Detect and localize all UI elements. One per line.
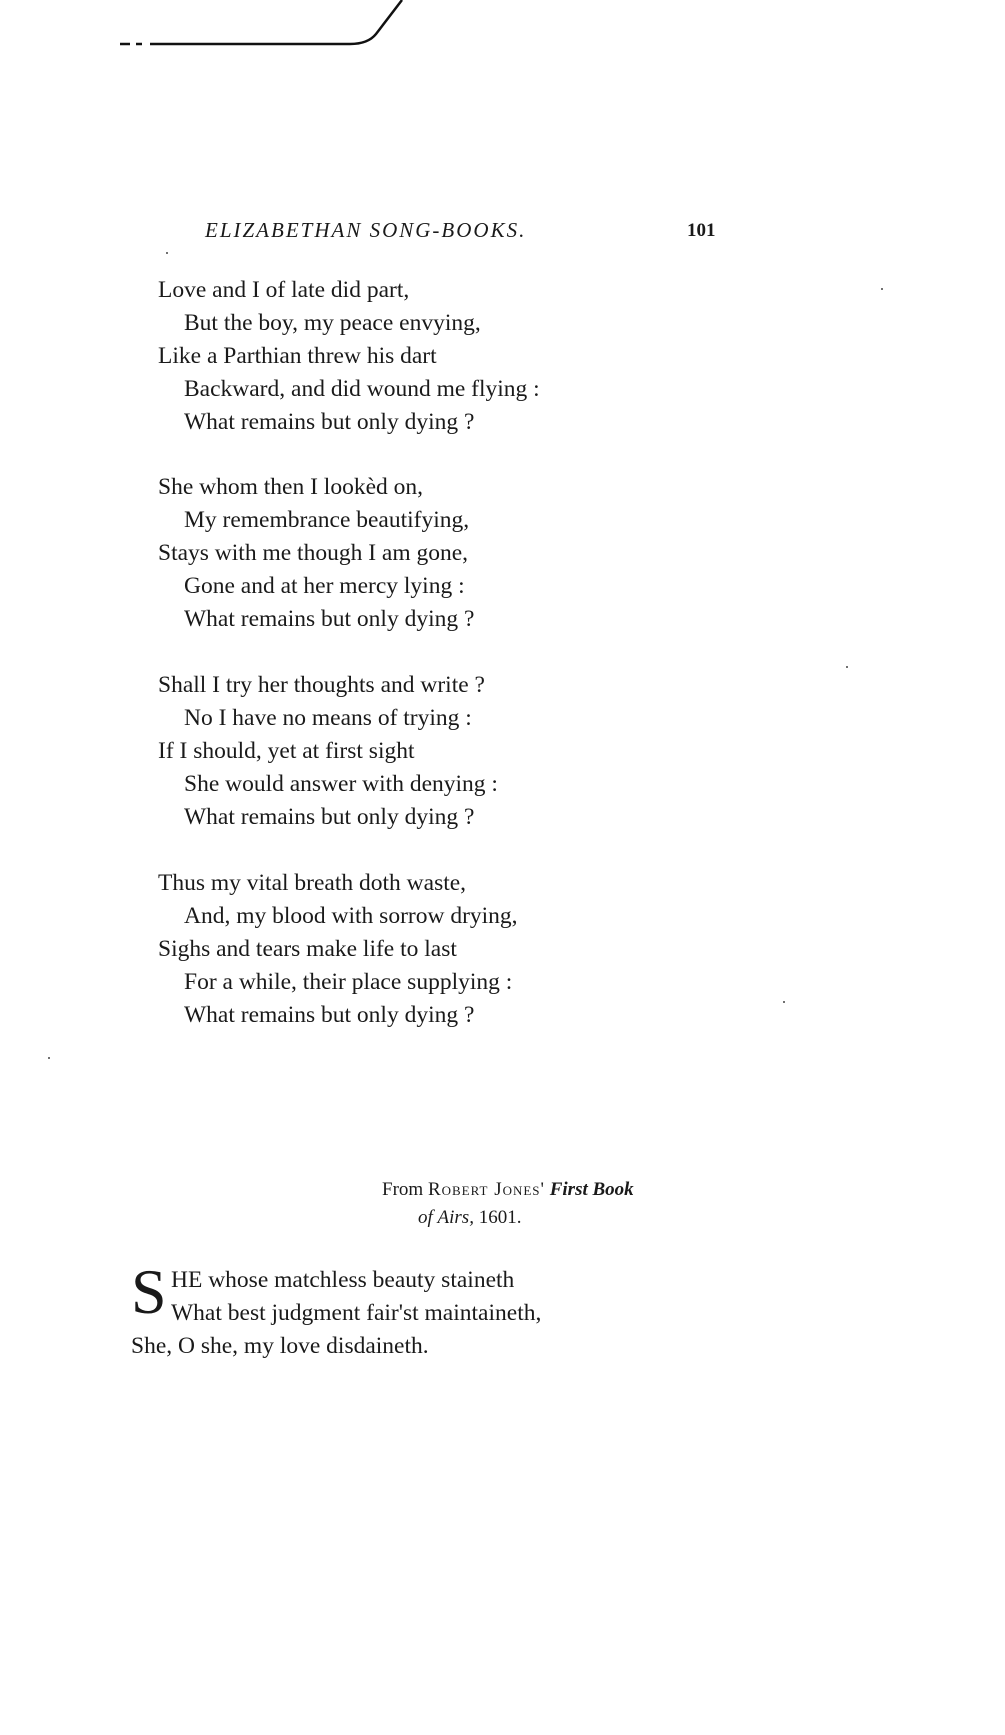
verse-line: Love and I of late did part,: [158, 277, 410, 303]
stanza-4: [158, 867, 518, 1032]
drop-cap: S: [131, 1256, 167, 1327]
verse-line: If I should, yet at first sight: [158, 738, 415, 764]
verse-line: Shall I try her thoughts and write ?: [158, 672, 485, 698]
print-speck: [48, 1057, 50, 1059]
verse-line: Gone and at her mercy lying :: [184, 573, 465, 599]
verse-line: My remembrance beautifying,: [184, 507, 470, 533]
attribution-from: From: [382, 1179, 424, 1200]
verse-line: What remains but only dying ?: [184, 409, 475, 435]
stanza-3: [158, 669, 498, 834]
print-speck: [846, 666, 848, 668]
source-attribution: [382, 1176, 634, 1232]
verse-line: And, my blood with sorrow drying,: [184, 903, 518, 929]
verse-line: Thus my vital breath doth waste,: [158, 870, 467, 896]
top-rule-flourish: [120, 0, 450, 50]
verse-line: Like a Parthian threw his dart: [158, 343, 437, 369]
verse-line: What remains but only dying ?: [184, 1002, 475, 1028]
stanza-1: [158, 274, 540, 439]
attribution-line-2: [382, 1204, 634, 1232]
verse-line: But the boy, my peace envying,: [184, 310, 481, 336]
stanza-2: [158, 471, 474, 636]
verse-line: HE whose matchless beauty staineth: [171, 1267, 515, 1293]
verse-line: Stays with me though I am gone,: [158, 540, 469, 566]
attribution-title-cont: Airs,: [437, 1207, 474, 1228]
attribution-year: 1601.: [478, 1207, 522, 1228]
verse-line: What best judgment fair'st maintaineth,: [171, 1300, 542, 1326]
attribution-title-of: of: [418, 1207, 433, 1228]
verse-line: No I have no means of trying :: [184, 705, 472, 731]
verse-line: She, O she, my love disdaineth.: [131, 1333, 429, 1359]
attribution-author: Robert Jones': [427, 1179, 545, 1200]
page-number: 101: [687, 220, 716, 241]
attribution-line-1: [382, 1176, 634, 1204]
verse-line: What remains but only dying ?: [184, 804, 475, 830]
attribution-title: First Book: [549, 1179, 634, 1200]
poem-2: [131, 1256, 542, 1363]
running-title: ELIZABETHAN SONG-BOOKS.: [205, 218, 527, 242]
print-speck: [881, 288, 883, 290]
verse-line: Backward, and did wound me flying :: [184, 376, 540, 402]
verse-line: For a while, their place supplying :: [184, 969, 513, 995]
print-speck: [783, 1001, 785, 1003]
print-speck: [166, 252, 168, 254]
verse-line: She whom then I lookèd on,: [158, 474, 423, 500]
verse-line: What remains but only dying ?: [184, 606, 475, 632]
verse-line: She would answer with denying :: [184, 771, 498, 797]
verse-line: Sighs and tears make life to last: [158, 936, 457, 962]
